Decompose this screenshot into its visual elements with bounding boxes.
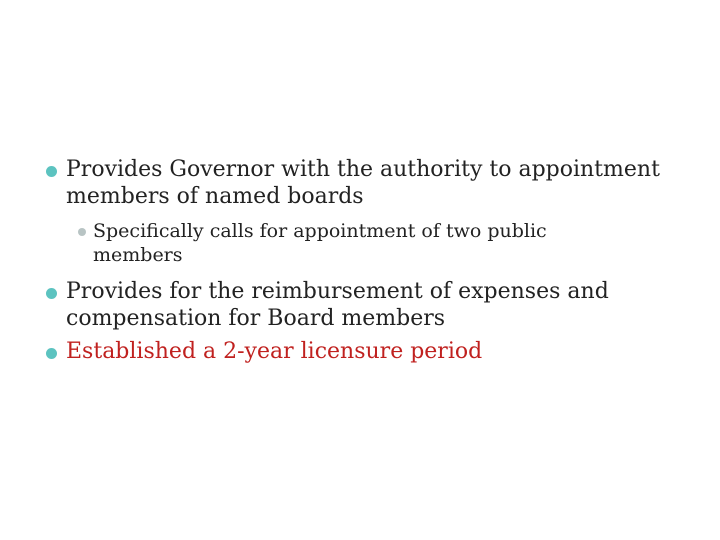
bullet-text: Provides Governor with the authority to appointment members of named boards [66,157,660,209]
bullet-text: Provides for the reimbursement of expenses and compensation for Board members [66,279,609,331]
bullet-text-highlighted: Established a 2-year licensure period [66,339,483,364]
bullet-dot-icon [46,166,57,177]
bullet-dot-icon [46,288,57,299]
sub-bullet-dot-icon [78,228,86,236]
bullet-dot-icon [46,348,57,359]
sub-bullet-text: Specifically calls for appointment of two public members [93,220,547,266]
